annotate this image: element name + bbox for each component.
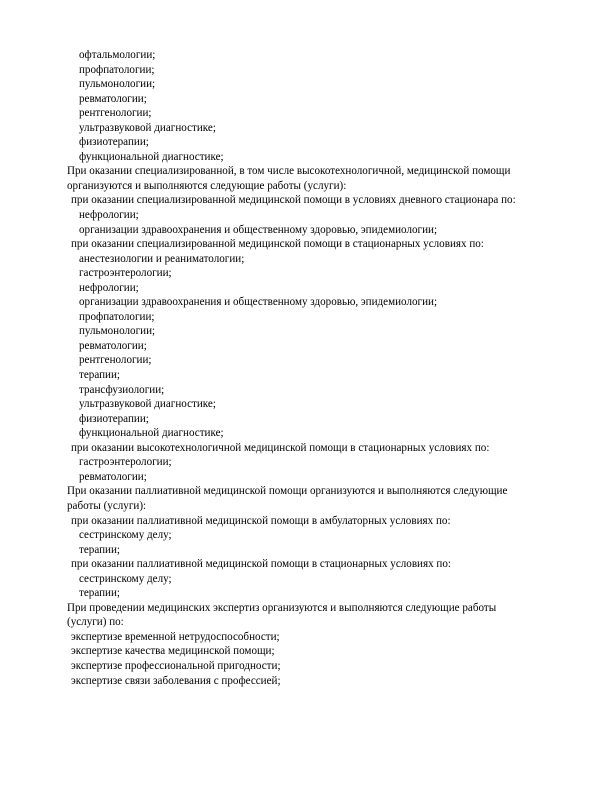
- section-paragraph-line: При проведении медицинских экспертиз организуются и выполняются следующие работы: [67, 601, 497, 614]
- list-item: физиотерапии;: [79, 412, 149, 425]
- list-item: терапии;: [79, 369, 120, 382]
- list-item: ультразвуковой диагностике;: [79, 398, 216, 411]
- list-item: рентгенологии;: [79, 354, 152, 367]
- list-item: пульмонологии;: [79, 78, 156, 91]
- list-item: гастроэнтерологии;: [79, 267, 172, 280]
- subsection-heading: экспертизе связи заболевания с профессией;: [71, 674, 281, 687]
- list-item: офтальмологии;: [79, 49, 156, 61]
- section-paragraph-line: При оказании специализированной, в том числе высокотехнологичной, медицинской помощи: [67, 165, 511, 178]
- section-paragraph-line: организуются и выполняются следующие работы (услуги):: [67, 179, 347, 192]
- subsection-heading: при оказании паллиативной медицинской помощи в стационарных условиях по:: [71, 558, 451, 571]
- list-item: функциональной диагностике;: [79, 150, 224, 163]
- subsection-heading: при оказании паллиативной медицинской помощи в амбулаторных условиях по:: [71, 514, 451, 527]
- list-item: гастроэнтерологии;: [79, 456, 172, 469]
- list-item: трансфузиологии;: [79, 383, 165, 396]
- list-item: рентгенологии;: [79, 107, 152, 120]
- list-item: терапии;: [79, 543, 120, 556]
- list-item: ультразвуковой диагностике;: [79, 121, 216, 134]
- subsection-heading: экспертизе качества медицинской помощи;: [71, 645, 275, 658]
- list-item: профпатологии;: [79, 310, 155, 323]
- subsection-heading: экспертизе временной нетрудоспособности;: [71, 630, 280, 643]
- list-item: функциональной диагностике;: [79, 427, 224, 440]
- subsection-heading: при оказании специализированной медицинской помощи в условиях дневного стационара по:: [71, 194, 516, 207]
- list-item: терапии;: [79, 587, 120, 600]
- list-item: профпатологии;: [79, 63, 155, 76]
- subsection-heading: при оказании высокотехнологичной медицинской помощи в стационарных условиях по:: [71, 441, 490, 454]
- section-paragraph-line: работы (услуги):: [67, 499, 147, 512]
- subsection-heading: при оказании специализированной медицинской помощи в стационарных условиях по:: [71, 238, 484, 251]
- list-item: анестезиологии и реаниматологии;: [79, 252, 245, 265]
- list-item: сестринскому делу;: [79, 529, 172, 542]
- list-item: пульмонологии;: [79, 325, 156, 338]
- section-paragraph-line: При оказании паллиативной медицинской помощи организуются и выполняются следующие: [67, 485, 508, 498]
- document-body: [67, 48, 547, 688]
- subsection-heading: экспертизе профессиональной пригодности;: [71, 659, 281, 672]
- section-paragraph-line: (услуги) по:: [67, 616, 124, 629]
- list-item: организации здравоохранения и общественному здоровью, эпидемиологии;: [79, 223, 438, 236]
- list-item: нефрологии;: [79, 209, 139, 222]
- list-item: физиотерапии;: [79, 136, 149, 149]
- list-item: сестринскому делу;: [79, 572, 172, 585]
- list-item: организации здравоохранения и общественному здоровью, эпидемиологии;: [79, 296, 438, 309]
- list-item: ревматологии;: [79, 339, 147, 352]
- list-item: нефрологии;: [79, 281, 139, 294]
- list-item: ревматологии;: [79, 470, 147, 483]
- list-item: ревматологии;: [79, 92, 147, 105]
